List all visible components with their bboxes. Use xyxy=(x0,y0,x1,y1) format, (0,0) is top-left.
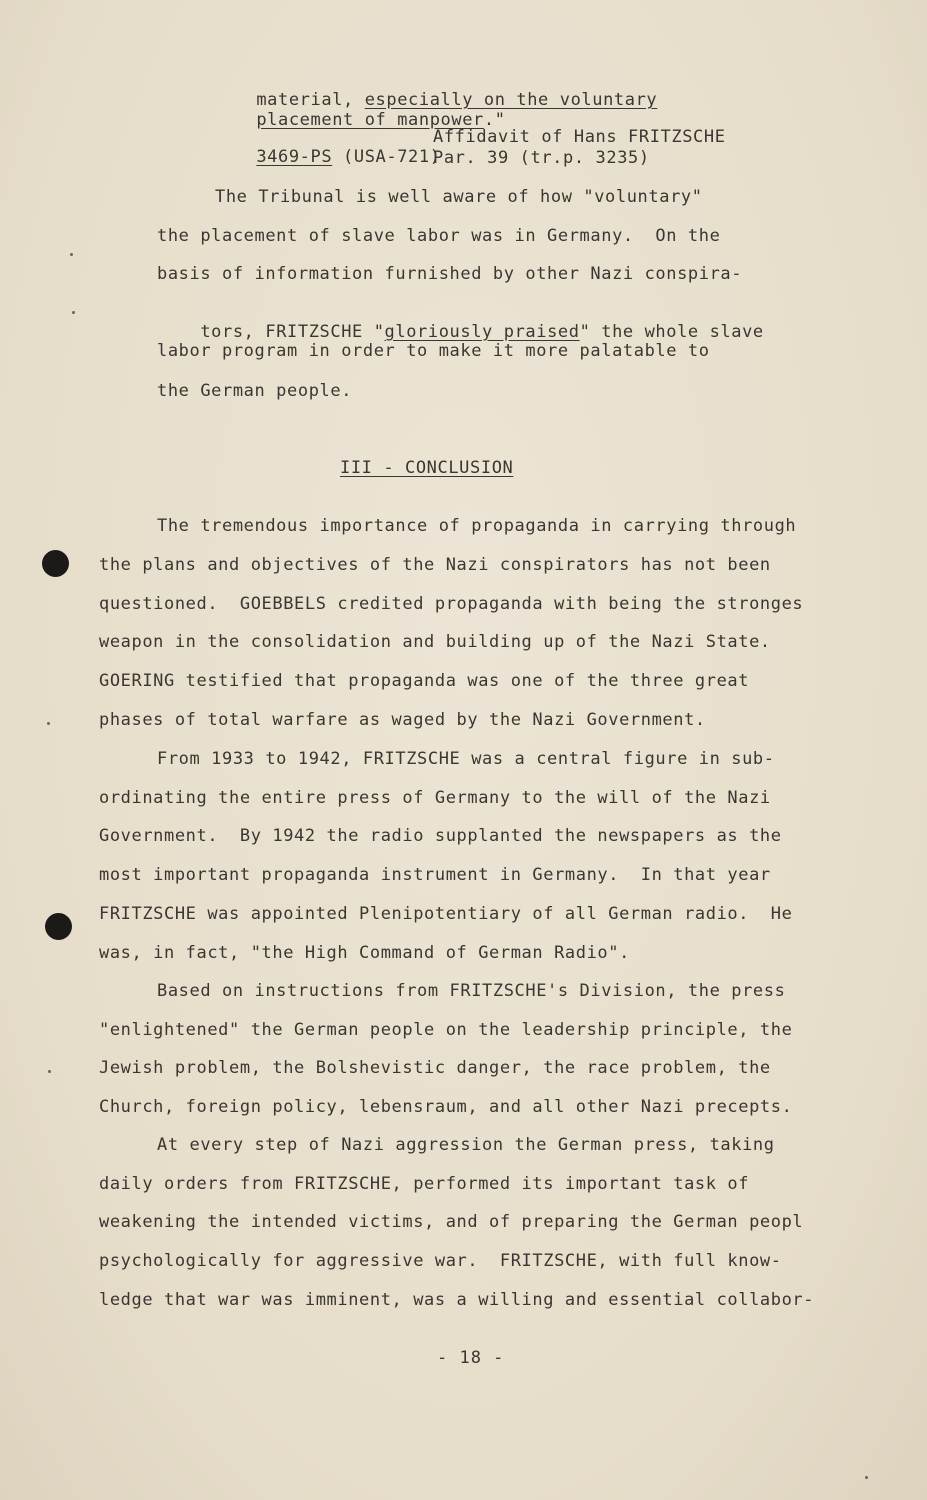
citation-desc-1: Affidavit of Hans FRITZSCHE xyxy=(433,127,726,147)
citation-line xyxy=(213,127,441,187)
body-line: was, in fact, "the High Command of German Radio". xyxy=(99,943,630,963)
speck xyxy=(47,722,50,725)
citation-exhibit: (USA-721) xyxy=(332,147,441,167)
body-line: phases of total warfare as waged by the Nazi Government. xyxy=(99,710,706,730)
speck xyxy=(72,311,75,314)
body-line: At every step of Nazi aggression the German press, taking xyxy=(157,1135,775,1155)
paragraph-line: The Tribunal is well aware of how "voluntary" xyxy=(215,187,703,207)
body-line: Jewish problem, the Bolshevistic danger, the race problem, the xyxy=(99,1058,771,1078)
paragraph-line: basis of information furnished by other Nazi conspira- xyxy=(157,264,743,284)
quote-text: material, xyxy=(256,90,365,110)
citation-doc-ref: 3469-PS xyxy=(256,147,333,167)
quote-underlined-text: especially on the voluntary xyxy=(364,90,658,110)
citation-desc-2: Par. 39 (tr.p. 3235) xyxy=(433,148,650,168)
paragraph-line: the German people. xyxy=(157,381,353,401)
paragraph-text: tors, FRITZSCHE " xyxy=(200,322,385,342)
body-line: weakening the intended victims, and of preparing the German peopl xyxy=(99,1212,804,1232)
punch-hole xyxy=(42,550,69,577)
body-line: Based on instructions from FRITZSCHE's Division, the press xyxy=(157,981,786,1001)
body-line: The tremendous importance of propaganda in carrying through xyxy=(157,516,797,536)
paragraph-underlined-text: gloriously praised xyxy=(384,322,580,342)
body-line: psychologically for aggressive war. FRITZSCHE, with full know- xyxy=(99,1251,782,1271)
body-line: weapon in the consolidation and building up of the Nazi State. xyxy=(99,632,771,652)
body-line: ledge that war was imminent, was a willing and essential collabor- xyxy=(99,1290,815,1310)
body-line: the plans and objectives of the Nazi conspirators has not been xyxy=(99,555,771,575)
page-number: - 18 - xyxy=(437,1348,505,1368)
section-heading: III - CONCLUSION xyxy=(340,458,514,478)
body-line: daily orders from FRITZSCHE, performed its important task of xyxy=(99,1174,750,1194)
body-line: questioned. GOEBBELS credited propaganda with being the stronges xyxy=(99,594,804,614)
punch-hole xyxy=(45,913,72,940)
body-line: most important propaganda instrument in Germany. In that year xyxy=(99,865,771,885)
body-line: GOERING testified that propaganda was one of the three great xyxy=(99,671,750,691)
body-line: FRITZSCHE was appointed Plenipotentiary of all German radio. He xyxy=(99,904,793,924)
body-line: "enlightened" the German people on the leadership principle, the xyxy=(99,1020,793,1040)
paragraph-line: the placement of slave labor was in Germany. On the xyxy=(157,226,721,246)
body-line: Government. By 1942 the radio supplanted the newspapers as the xyxy=(99,826,782,846)
speck xyxy=(70,253,73,256)
speck xyxy=(865,1476,868,1479)
body-line: Church, foreign policy, lebensraum, and all other Nazi precepts. xyxy=(99,1097,793,1117)
body-line: ordinating the entire press of Germany to the will of the Nazi xyxy=(99,788,771,808)
quote-underlined-text: placement of manpower xyxy=(256,110,484,130)
quote-text: ." xyxy=(483,110,506,130)
speck xyxy=(48,1070,51,1073)
body-line: From 1933 to 1942, FRITZSCHE was a central figure in sub- xyxy=(157,749,775,769)
paragraph-text: " the whole slave xyxy=(579,322,764,342)
paragraph-line: labor program in order to make it more palatable to xyxy=(157,341,710,361)
